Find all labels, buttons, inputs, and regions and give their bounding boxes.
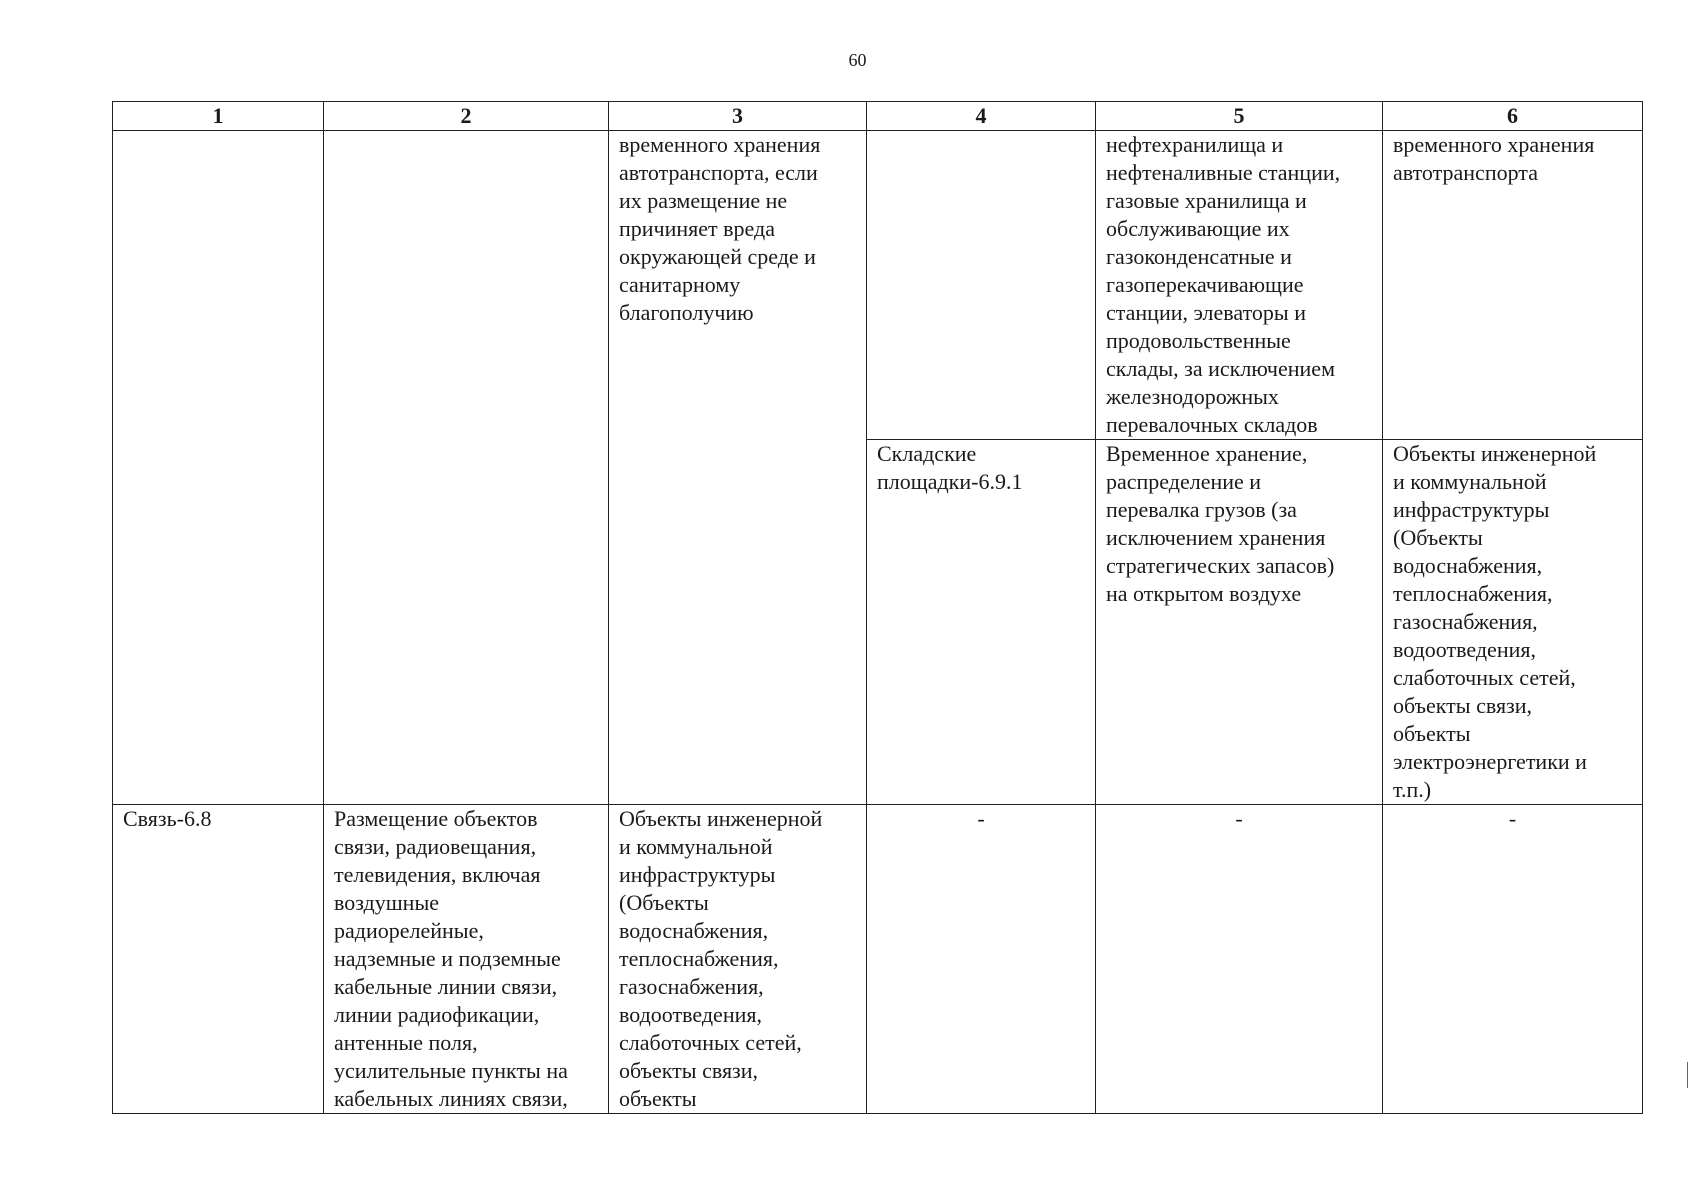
cell-r1-c3: [609, 131, 867, 805]
cell-r1-c4: [867, 131, 1096, 440]
cell-r1-c1: [113, 131, 324, 805]
cell-text: Объекты инженерной и коммунальной инфраструктуры (Объекты водоснабжения, теплоснабжения, газоснабжения, водоотведения, слаботочных сетей, объекты связи, объекты: [619, 806, 823, 1111]
cell-r1-c6: [1383, 131, 1643, 440]
cell-r2-c4: [867, 440, 1096, 805]
cell-r3-c6: [1383, 805, 1643, 1114]
column-header-3: 3: [609, 102, 867, 131]
column-header-2: 2: [324, 102, 609, 131]
column-header-1: 1: [113, 102, 324, 131]
cell-r3-c4: [867, 805, 1096, 1114]
cell-text: временного хранения автотранспорта, если их размещение не причиняет вреда окружающей среде и санитарному благополучию: [619, 132, 821, 325]
cell-text: -: [977, 806, 985, 831]
regulation-table: [112, 101, 1643, 1114]
column-header-5: 5: [1096, 102, 1383, 131]
cell-text: -: [1508, 806, 1517, 831]
scan-edge-mark: [1687, 1062, 1694, 1088]
cell-r3-c5: [1096, 805, 1383, 1114]
cell-r2-c5: [1096, 440, 1383, 805]
cell-text: нефтехранилища и нефтеналивные станции, газовые хранилища и обслуживающие их газоконденсатные и газоперекачивающие станции, элеваторы и продовольственные склады, за исключением железнодорожных перевалочных складов: [1106, 132, 1341, 437]
cell-r3-c3: [609, 805, 867, 1114]
cell-text: Объекты инженерной и коммунальной инфраструктуры (Объекты водоснабжения, теплоснабжения, газоснабжения, водоотведения, слаботочных сетей, объекты связи, объекты электроэнергетики и т.п.): [1393, 441, 1597, 802]
cell-r1-c5: [1096, 131, 1383, 440]
column-header-4: 4: [867, 102, 1096, 131]
cell-text: -: [1235, 806, 1243, 831]
cell-text: временного хранения автотранспорта: [1393, 132, 1595, 185]
page-number: 60: [848, 50, 867, 70]
cell-text: Временное хранение, распределение и перевалка грузов (за исключением хранения стратегических запасов) на открытом воздухе: [1106, 441, 1335, 606]
cell-r3-c2: [324, 805, 609, 1114]
cell-text: Размещение объектов связи, радиовещания, телевидения, включая воздушные радиорелейные, надземные и подземные кабельные линии связи, линии радиофикации, антенные поля, усилительные пункты на кабельных линиях связи,: [334, 806, 568, 1111]
cell-text: Складские площадки-6.9.1: [877, 441, 1023, 494]
cell-r3-c1: [113, 805, 324, 1114]
cell-text: Связь-6.8: [123, 806, 212, 831]
table-row: [113, 805, 1643, 1114]
column-header-6: 6: [1383, 102, 1643, 131]
cell-r1-c2: [324, 131, 609, 805]
table-header-row: [113, 102, 1643, 131]
table-row: [113, 131, 1643, 440]
cell-r2-c6: [1383, 440, 1643, 805]
